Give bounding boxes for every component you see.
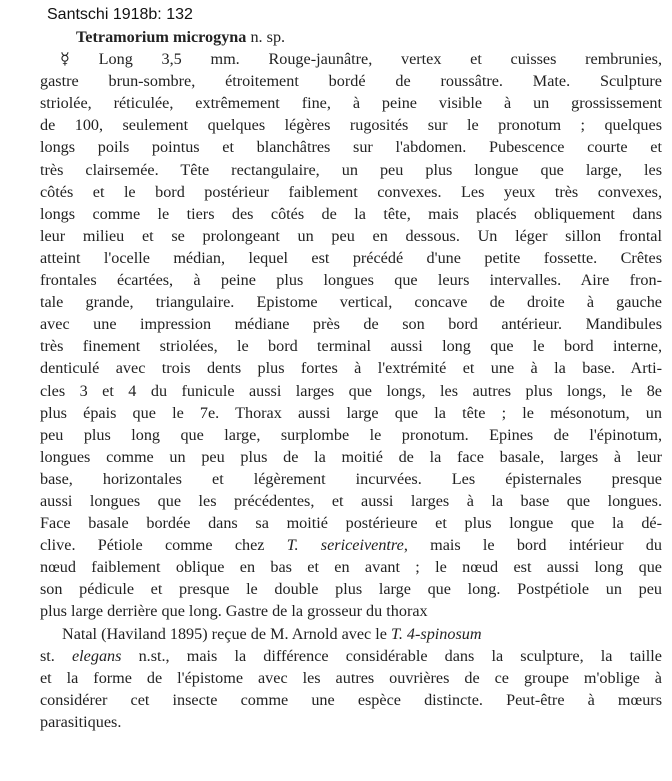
text-line-31: parasitiques. <box>40 712 122 731</box>
species-status: n. sp. <box>246 28 286 46</box>
text-line-22: Face basale bordée dans sa moitié postérieure et plus longue que la dé- <box>40 514 662 533</box>
text-line-9: leur milieu et se prolongeant un peu en dessous. Un léger sillon frontal <box>40 226 662 245</box>
text-line-17: plus épais que le 7e. Thorax aussi large que la tête ; le mésonotum, un <box>40 403 662 422</box>
text-line-8: longs comme le tiers des côtés de la tête, mais placés obliquement dans <box>40 204 662 223</box>
text-line-28 <box>40 645 662 667</box>
text-line-6: très clairsemée. Tête rectangulaire, un peu plus longue que large, les <box>40 160 662 179</box>
text-line-26: plus large derrière que long. Gastre de la grosseur du thorax <box>40 602 428 621</box>
line-28-part-a: st. <box>40 646 72 665</box>
subspecies-ref-elegans: elegans <box>71 646 122 665</box>
text-line-14: très finement striolées, le bord terminal aussi long que le bord interne, <box>40 337 662 356</box>
text-line-27 <box>40 623 662 645</box>
text-line-5: longs poils pointus et blanchâtres sur l'abdomen. Pubescence courte et <box>40 138 662 157</box>
text-line-18: peu plus long que large, surplombe le pronotum. Epines de l'épinotum, <box>40 425 662 444</box>
species-ref-4-spinosum: T. 4-spinosum <box>391 624 482 643</box>
text-line-10: atteint l'ocelle médian, lequel est précédé d'une petite fossette. Crêtes <box>40 248 662 267</box>
text-line-12: tale grande, triangulaire. Epistome vertical, concave de droite à gauche <box>40 293 662 312</box>
text-line-11: frontales écartées, à peine plus longues que leurs intervalles. Aire fron- <box>40 271 662 290</box>
species-ref-sericeiventre: T. sericeiventre <box>286 536 404 555</box>
text-line-16: cles 3 et 4 du funicule aussi larges que longs, les autres plus longs, le 8e <box>40 381 662 400</box>
text-line-4: de 100, seulement quelques légères rugosités sur le pronotum ; quelques <box>40 116 662 135</box>
text-line-2: gastre brun-sombre, étroitement bordé de roussâtre. Mate. Sculpture <box>40 72 662 91</box>
line-23-part-a: clive. Pétiole comme chez <box>40 536 287 555</box>
line-23-part-c: , mais le bord intérieur du <box>403 536 662 555</box>
natal-part-a: Natal (Haviland 1895) reçue de M. Arnold avec le <box>62 624 392 643</box>
citation-header: Santschi 1918b: 132 <box>47 6 193 23</box>
text-line-13: avec une impression médiane près de son bord antérieur. Mandibules <box>40 315 662 334</box>
line-28-part-c: n.st., mais la différence considérable dans la sculpture, la taille <box>121 646 662 665</box>
species-description <box>40 26 662 733</box>
text-line-23 <box>40 534 662 556</box>
text-line-19: longues comme un peu plus de la moitié de la face basale, larges à leur <box>40 447 662 466</box>
text-line-7: côtés et le bord postérieur faiblement convexes. Les yeux très convexes, <box>40 182 662 201</box>
species-name: Tetramorium microgyna <box>76 28 247 46</box>
text-line-21: aussi longues que les précédentes, et aussi larges à la base que longues. <box>40 491 662 510</box>
text-line-25: son pédicule et presque le double plus large que long. Postpétiole un peu <box>40 580 662 599</box>
text-line-24: nœud faiblement oblique en bas et en avant ; le nœud est aussi long que <box>40 558 662 577</box>
text-line-29: et la forme de l'épistome avec les autres ouvrières de ce groupe m'oblige à <box>40 668 662 687</box>
text-line-1: ☿ Long 3,5 mm. Rouge-jaunâtre, vertex et cuisses rembrunies, <box>60 50 662 69</box>
text-line-15: denticulé avec trois dents plus fortes à l'extrémité et une à la base. Arti- <box>40 359 662 378</box>
species-title <box>40 26 662 48</box>
text-line-30: considérer cet insecte comme une espèce distincte. Peut-être à mœurs <box>40 690 662 709</box>
text-line-20: base, horizontales et légèrement incurvées. Les épisternales presque <box>40 469 662 488</box>
text-line-3: striolée, réticulée, extrêmement fine, à peine visible à un grossissement <box>40 94 662 113</box>
